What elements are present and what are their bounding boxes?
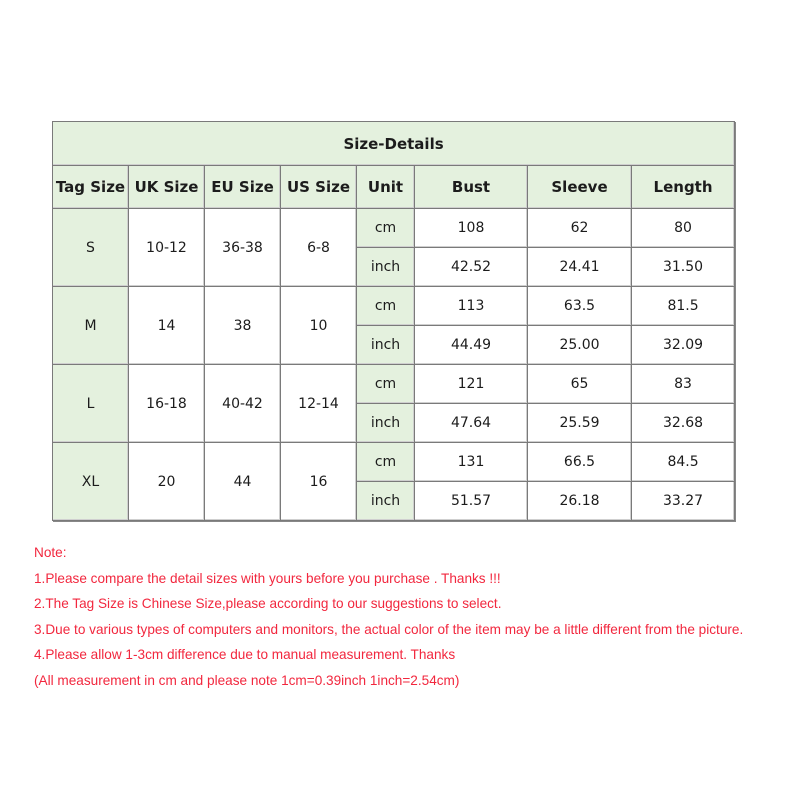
eu-size-cell: 36-38 <box>205 209 281 287</box>
sleeve-cell: 63.5 <box>528 287 632 326</box>
eu-size-cell: 44 <box>205 443 281 521</box>
header-uk-size: UK Size <box>129 166 205 209</box>
tag-size-cell: M <box>53 287 129 365</box>
length-cell: 83 <box>632 365 735 404</box>
header-eu-size: EU Size <box>205 166 281 209</box>
uk-size-cell: 20 <box>129 443 205 521</box>
note-item: (All measurement in cm and please note 1cm=0.39inch 1inch=2.54cm) <box>34 672 460 688</box>
unit-cell: inch <box>357 326 415 365</box>
table-row <box>53 365 735 404</box>
tag-size-cell: L <box>53 365 129 443</box>
note-item: 1.Please compare the detail sizes with yours before you purchase . Thanks !!! <box>34 570 501 586</box>
note-item: 4.Please allow 1-3cm difference due to manual measurement. Thanks <box>34 647 456 662</box>
length-cell: 84.5 <box>632 443 735 482</box>
bust-cell: 131 <box>415 443 528 482</box>
note-item: 2.The Tag Size is Chinese Size,please according to our suggestions to select. <box>34 596 502 611</box>
uk-size-cell: 14 <box>129 287 205 365</box>
sleeve-cell: 24.41 <box>528 248 632 287</box>
sleeve-cell: 62 <box>528 209 632 248</box>
note-item: 3.Due to various types of computers and monitors, the actual color of the item may be a little different from the picture. <box>34 621 744 637</box>
bust-cell: 108 <box>415 209 528 248</box>
sleeve-cell: 25.59 <box>528 404 632 443</box>
us-size-cell: 6-8 <box>281 209 357 287</box>
table-row <box>53 287 735 326</box>
eu-size-cell: 40-42 <box>205 365 281 443</box>
sleeve-cell: 65 <box>528 365 632 404</box>
bust-cell: 47.64 <box>415 404 528 443</box>
bust-cell: 121 <box>415 365 528 404</box>
table-header-row <box>53 166 735 209</box>
sleeve-cell: 26.18 <box>528 482 632 521</box>
length-cell: 80 <box>632 209 735 248</box>
table-row <box>53 443 735 482</box>
header-length: Length <box>632 166 735 209</box>
us-size-cell: 16 <box>281 443 357 521</box>
length-cell: 81.5 <box>632 287 735 326</box>
tag-size-cell: S <box>53 209 129 287</box>
header-unit: Unit <box>357 166 415 209</box>
header-tag-size: Tag Size <box>53 166 129 209</box>
length-cell: 32.68 <box>632 404 735 443</box>
unit-cell: cm <box>357 209 415 248</box>
header-sleeve: Sleeve <box>528 166 632 209</box>
table-title-row <box>53 122 735 166</box>
uk-size-cell: 16-18 <box>129 365 205 443</box>
length-cell: 33.27 <box>632 482 735 521</box>
header-bust: Bust <box>415 166 528 209</box>
unit-cell: inch <box>357 482 415 521</box>
table-title: Size-Details <box>53 122 735 166</box>
eu-size-cell: 38 <box>205 287 281 365</box>
notes-section <box>34 540 794 693</box>
bust-cell: 44.49 <box>415 326 528 365</box>
unit-cell: inch <box>357 404 415 443</box>
header-us-size: US Size <box>281 166 357 209</box>
bust-cell: 42.52 <box>415 248 528 287</box>
tag-size-cell: XL <box>53 443 129 521</box>
unit-cell: cm <box>357 365 415 404</box>
sleeve-cell: 66.5 <box>528 443 632 482</box>
length-cell: 32.09 <box>632 326 735 365</box>
table-row <box>53 209 735 248</box>
us-size-cell: 12-14 <box>281 365 357 443</box>
unit-cell: inch <box>357 248 415 287</box>
size-details-table <box>52 121 735 521</box>
note-heading: Note: <box>34 545 67 560</box>
bust-cell: 113 <box>415 287 528 326</box>
us-size-cell: 10 <box>281 287 357 365</box>
sleeve-cell: 25.00 <box>528 326 632 365</box>
length-cell: 31.50 <box>632 248 735 287</box>
bust-cell: 51.57 <box>415 482 528 521</box>
unit-cell: cm <box>357 287 415 326</box>
unit-cell: cm <box>357 443 415 482</box>
uk-size-cell: 10-12 <box>129 209 205 287</box>
